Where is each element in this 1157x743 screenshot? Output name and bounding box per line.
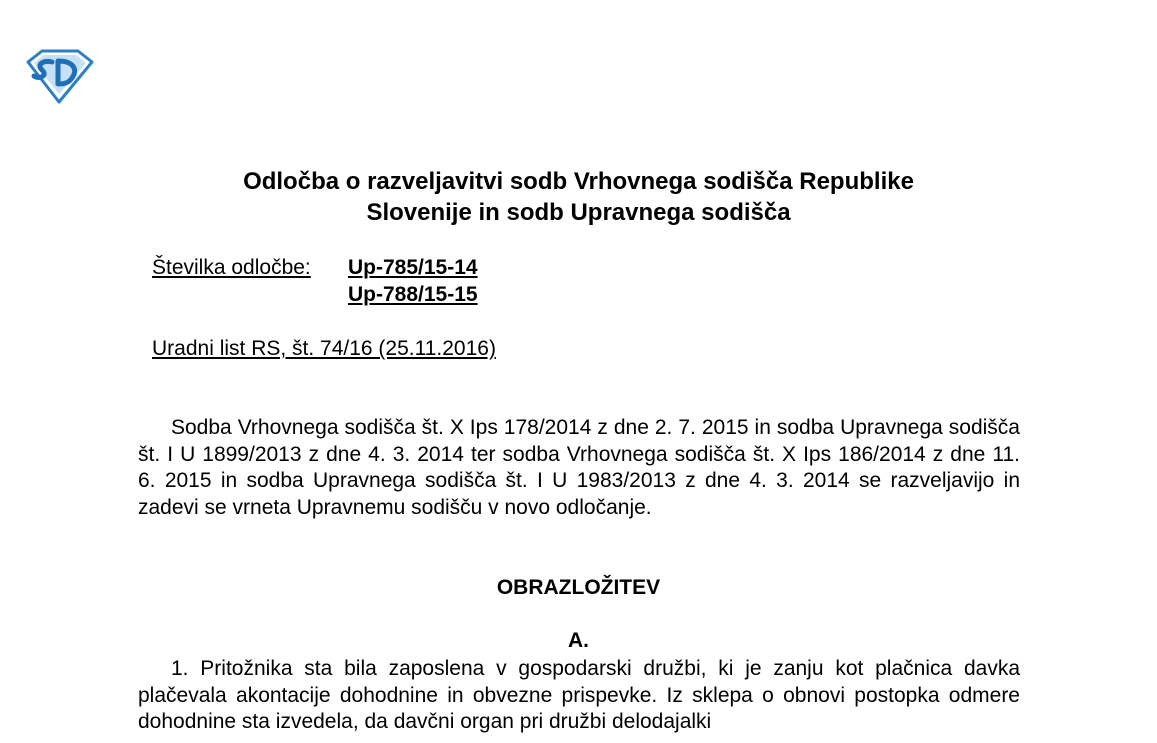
decision-number-2: Up-788/15-15 (348, 283, 478, 306)
decision-number-row (152, 254, 478, 282)
gazette-reference (152, 335, 496, 363)
reasoning-heading: OBRAZLOŽITEV (496, 576, 661, 599)
title-line-1: Odločba o razveljavitvi sodb Vrhovnega sodišča Republike (243, 168, 914, 195)
decision-number-label: Številka odločbe: (152, 256, 311, 279)
title-line-2: Slovenije in sodb Upravnega sodišča (366, 199, 791, 226)
gazette-reference-text: Uradni list RS, št. 74/16 (25.11.2016) (152, 337, 496, 360)
ruling-paragraph: Sodba Vrhovnega sodišča št. X Ips 178/2014 z dne 2. 7. 2015 in sodba Upravnega sodišča št. I U 1899/2013 z dne 4. 3. 2014 ter sodba Vrhovnega sodišča št. X Ips 186/2014 z dne 11. 6. 2015 in sodba Upravnega sodišča št. I U 1983/2013 z dne 4. 3. 2014 se razveljavijo in zadevi se vrneta Upravnemu sodišču v novo odločanje. (138, 416, 1020, 519)
court-emblem-icon (22, 48, 96, 104)
section-a-heading: A. (568, 629, 589, 652)
decision-number-1: Up-785/15-14 (348, 256, 478, 279)
paragraph-1: 1. Pritožnika sta bila zaposlena v gospodarski družbi, ki je zanju kot plačnica davka plačevala akontacije dohodnine in obvezne prispevke. Iz sklepa o obnovi postopka odmere dohodnine sta izvedela, da davčni organ pri družbi delodajalki (138, 657, 1020, 733)
document-title (0, 166, 1157, 228)
